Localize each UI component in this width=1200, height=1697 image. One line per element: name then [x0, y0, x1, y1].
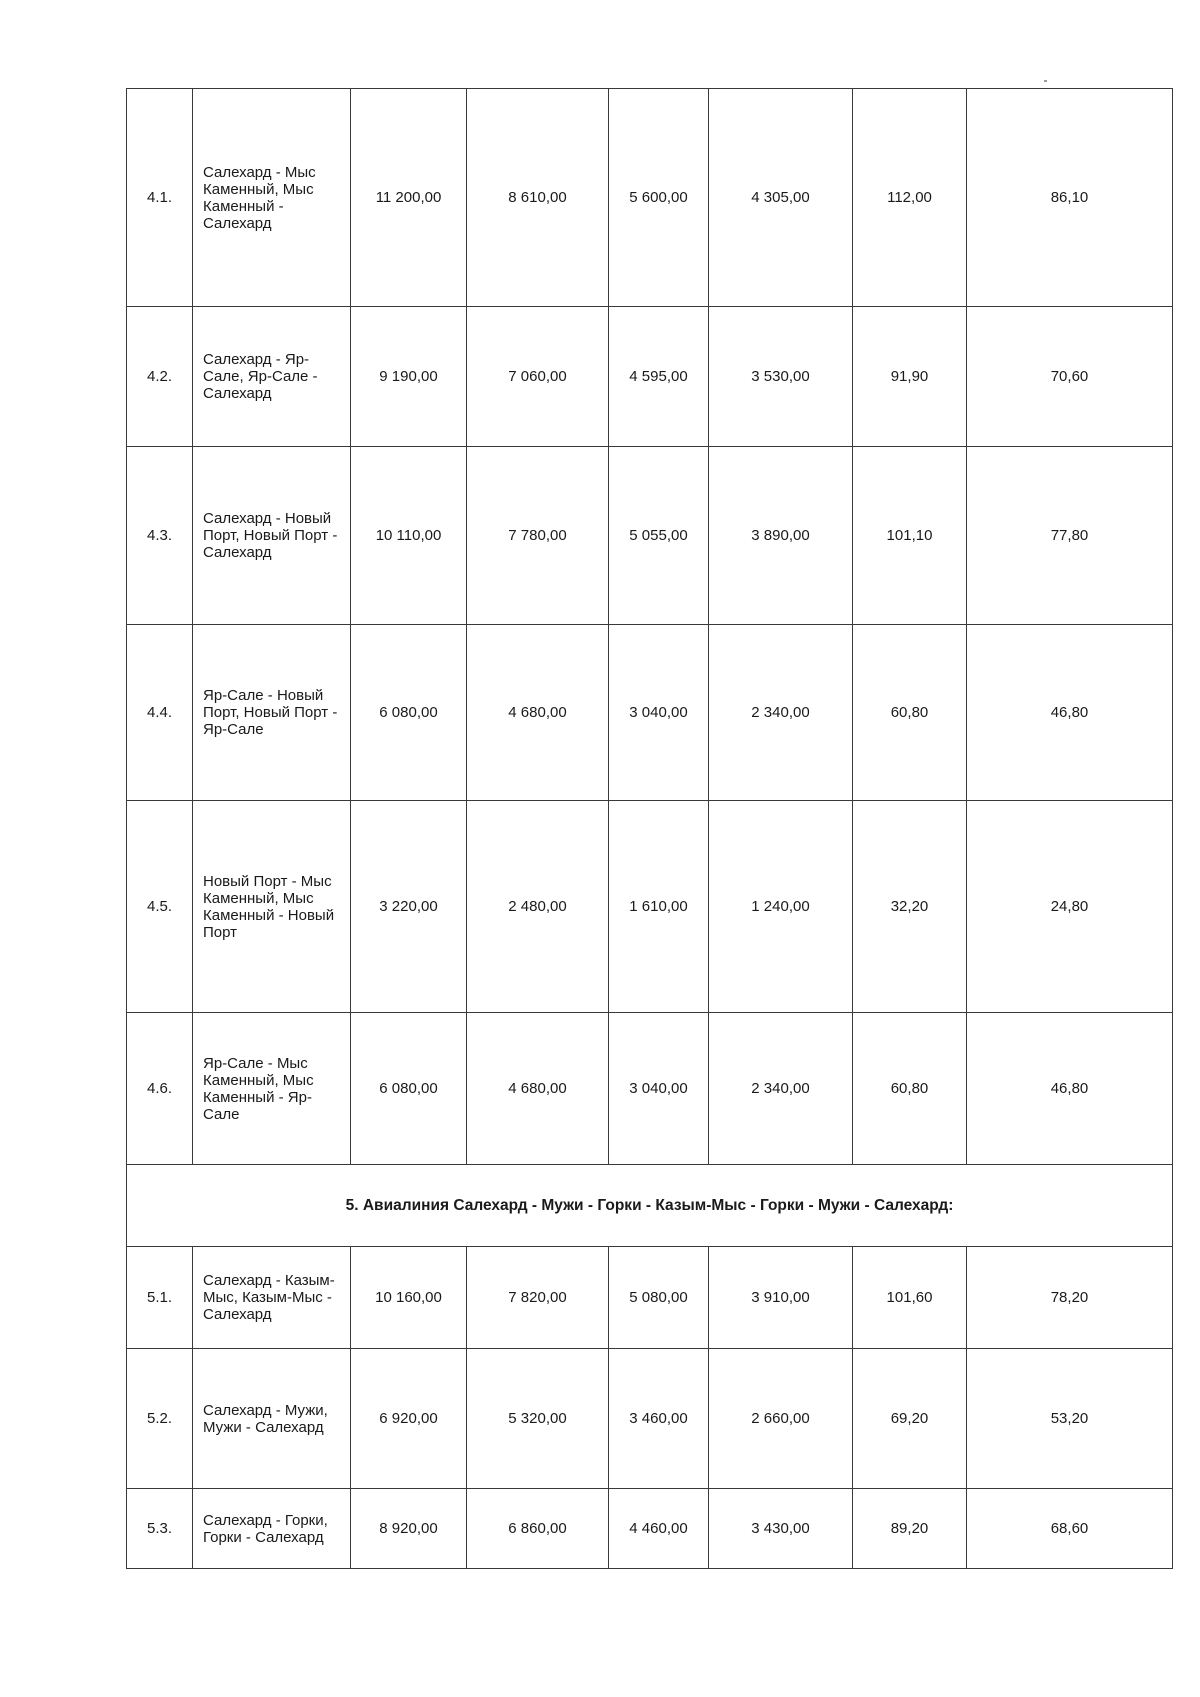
- table-row: [127, 89, 1173, 307]
- section-title: 5. Авиалиния Салехард - Мужи - Горки - Казым-Мыс - Горки - Мужи - Салехард:: [127, 1165, 1173, 1247]
- value-cell: 6 080,00: [351, 1013, 467, 1165]
- table-row: [127, 307, 1173, 447]
- value-cell: 4 680,00: [467, 625, 609, 801]
- value-cell: 101,60: [853, 1247, 967, 1349]
- table-row: [127, 1349, 1173, 1489]
- value-cell: 1 610,00: [609, 801, 709, 1013]
- value-cell: 3 040,00: [609, 1013, 709, 1165]
- value-cell: 32,20: [853, 801, 967, 1013]
- route-cell: Салехард - Яр-Сале, Яр-Сале - Салехард: [193, 307, 351, 447]
- row-number: 5.2.: [127, 1349, 193, 1489]
- value-cell: 112,00: [853, 89, 967, 307]
- row-number: 4.6.: [127, 1013, 193, 1165]
- row-number: 4.2.: [127, 307, 193, 447]
- value-cell: 68,60: [967, 1489, 1173, 1569]
- value-cell: 6 860,00: [467, 1489, 609, 1569]
- value-cell: 53,20: [967, 1349, 1173, 1489]
- value-cell: 46,80: [967, 1013, 1173, 1165]
- value-cell: 2 480,00: [467, 801, 609, 1013]
- row-number: 5.3.: [127, 1489, 193, 1569]
- route-cell: Яр-Сале - Мыс Каменный, Мыс Каменный - Яр-Сале: [193, 1013, 351, 1165]
- value-cell: 10 160,00: [351, 1247, 467, 1349]
- value-cell: 46,80: [967, 625, 1173, 801]
- value-cell: 3 460,00: [609, 1349, 709, 1489]
- value-cell: 6 080,00: [351, 625, 467, 801]
- value-cell: 77,80: [967, 447, 1173, 625]
- value-cell: 2 660,00: [709, 1349, 853, 1489]
- value-cell: 89,20: [853, 1489, 967, 1569]
- table-row: [127, 1013, 1173, 1165]
- value-cell: 4 460,00: [609, 1489, 709, 1569]
- value-cell: 5 600,00: [609, 89, 709, 307]
- route-cell: Новый Порт - Мыс Каменный, Мыс Каменный - Новый Порт: [193, 801, 351, 1013]
- table-row: [127, 625, 1173, 801]
- value-cell: 3 530,00: [709, 307, 853, 447]
- value-cell: 7 820,00: [467, 1247, 609, 1349]
- value-cell: 4 680,00: [467, 1013, 609, 1165]
- row-number: 4.3.: [127, 447, 193, 625]
- value-cell: 3 430,00: [709, 1489, 853, 1569]
- route-cell: Салехард - Казым-Мыс, Казым-Мыс - Салехард: [193, 1247, 351, 1349]
- value-cell: 8 610,00: [467, 89, 609, 307]
- route-cell: Салехард - Горки, Горки - Салехард: [193, 1489, 351, 1569]
- value-cell: 5 320,00: [467, 1349, 609, 1489]
- value-cell: 60,80: [853, 625, 967, 801]
- value-cell: 101,10: [853, 447, 967, 625]
- table-row: [127, 801, 1173, 1013]
- value-cell: 7 780,00: [467, 447, 609, 625]
- route-cell: Салехард - Мыс Каменный, Мыс Каменный - Салехард: [193, 89, 351, 307]
- table-row: [127, 1247, 1173, 1349]
- value-cell: 60,80: [853, 1013, 967, 1165]
- value-cell: 8 920,00: [351, 1489, 467, 1569]
- table-row: [127, 1489, 1173, 1569]
- value-cell: 9 190,00: [351, 307, 467, 447]
- value-cell: 3 220,00: [351, 801, 467, 1013]
- value-cell: 3 040,00: [609, 625, 709, 801]
- scan-speck: [1044, 80, 1047, 82]
- value-cell: 78,20: [967, 1247, 1173, 1349]
- value-cell: 1 240,00: [709, 801, 853, 1013]
- value-cell: 2 340,00: [709, 625, 853, 801]
- route-cell: Салехард - Новый Порт, Новый Порт - Салехард: [193, 447, 351, 625]
- value-cell: 86,10: [967, 89, 1173, 307]
- value-cell: 7 060,00: [467, 307, 609, 447]
- value-cell: 4 305,00: [709, 89, 853, 307]
- route-cell: Салехард - Мужи, Мужи - Салехард: [193, 1349, 351, 1489]
- value-cell: 5 055,00: [609, 447, 709, 625]
- value-cell: 24,80: [967, 801, 1173, 1013]
- value-cell: 70,60: [967, 307, 1173, 447]
- value-cell: 5 080,00: [609, 1247, 709, 1349]
- section-header-row: [127, 1165, 1173, 1247]
- value-cell: 3 890,00: [709, 447, 853, 625]
- row-number: 4.1.: [127, 89, 193, 307]
- table-row: [127, 447, 1173, 625]
- value-cell: 3 910,00: [709, 1247, 853, 1349]
- row-number: 5.1.: [127, 1247, 193, 1349]
- value-cell: 4 595,00: [609, 307, 709, 447]
- value-cell: 2 340,00: [709, 1013, 853, 1165]
- row-number: 4.5.: [127, 801, 193, 1013]
- route-cell: Яр-Сале - Новый Порт, Новый Порт - Яр-Сале: [193, 625, 351, 801]
- value-cell: 6 920,00: [351, 1349, 467, 1489]
- value-cell: 11 200,00: [351, 89, 467, 307]
- value-cell: 91,90: [853, 307, 967, 447]
- tariff-table: [126, 88, 1173, 1569]
- value-cell: 10 110,00: [351, 447, 467, 625]
- value-cell: 69,20: [853, 1349, 967, 1489]
- row-number: 4.4.: [127, 625, 193, 801]
